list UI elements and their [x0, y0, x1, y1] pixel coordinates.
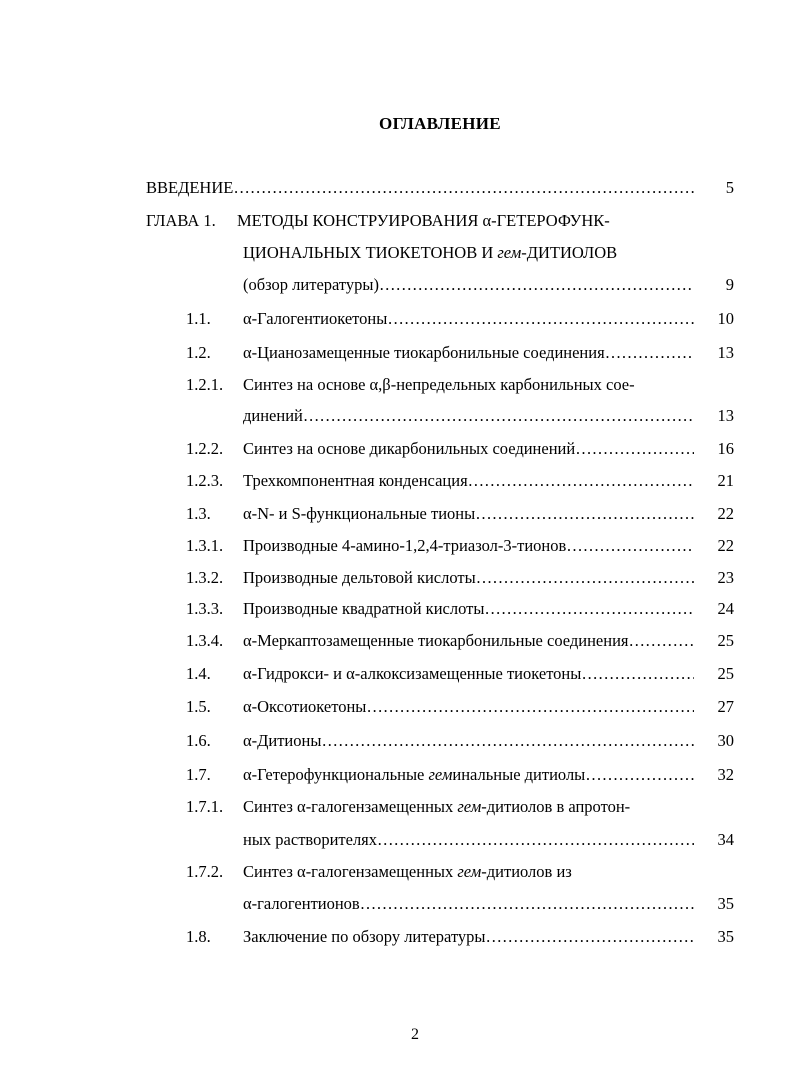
- toc-entry-page: 5: [725, 178, 734, 197]
- toc-entry-page: 10: [717, 309, 734, 328]
- toc-entry-number: 1.2.2.: [186, 439, 224, 458]
- toc-entry-page: 30: [717, 731, 734, 750]
- toc-entry-title: α-Меркаптозамещенные тиокарбонильные соединения ……………………………………………………………………………………………………………………………………: [243, 630, 694, 652]
- toc-entry-title: α-Галогентиокетоны ……………………………………………………………………………………………………………………………………: [243, 308, 694, 330]
- toc-entry-page: 23: [717, 568, 734, 587]
- dot-leader: [475, 503, 694, 525]
- toc-entry-number: 1.7.1.: [186, 797, 224, 816]
- dot-leader: [468, 470, 694, 492]
- dot-leader: [629, 630, 694, 652]
- toc-entry-number: 1.3.3.: [186, 599, 224, 618]
- toc-entry-page: 25: [717, 664, 734, 683]
- toc-entry-number: 1.8.: [186, 927, 211, 946]
- toc-entry-page: 34: [717, 830, 734, 849]
- toc-entry-title: Синтез на основе α,β-непредельных карбонильных сое-: [243, 375, 635, 394]
- toc-entry-title: Производные дельтовой кислоты ……………………………………………………………………………………………………………………………………: [243, 567, 694, 589]
- toc-entry-page: 32: [717, 765, 734, 784]
- toc-entry-title-line: ЦИОНАЛЬНЫХ ТИОКЕТОНОВ И гем-ДИТИОЛОВ: [243, 243, 618, 262]
- toc-entry-title-line: (обзор литературы) ……………………………………………………………………………………………………………………………………: [243, 274, 694, 296]
- toc-entry-number: 1.6.: [186, 731, 211, 750]
- toc-entry-title: Синтез на основе дикарбонильных соединений ……………………………………………………………………………………………………………………………………: [243, 438, 694, 460]
- toc-entry-page: 22: [717, 504, 734, 523]
- toc-entry-title: Производные 4-амино-1,2,4-триазол-3-тионов ……………………………………………………………………………………………………………………………………: [243, 535, 694, 557]
- toc-entry-page: 27: [717, 697, 734, 716]
- toc-entry-title: α-Оксотиокетоны ……………………………………………………………………………………………………………………………………: [243, 696, 694, 718]
- toc-entry-title: ВВЕДЕНИЕ ……………………………………………………………………………………………………………………………………: [146, 177, 694, 199]
- toc-entry-title: α-галогентионов ……………………………………………………………………………………………………………………………………: [243, 893, 694, 915]
- dot-leader: [575, 438, 694, 460]
- toc-entry-title: α-N- и S-функциональные тионы ……………………………………………………………………………………………………………………………………: [243, 503, 694, 525]
- dot-leader: [377, 829, 694, 851]
- toc-entry-title: динений ……………………………………………………………………………………………………………………………………: [243, 405, 694, 427]
- toc-entry-number: 1.3.: [186, 504, 211, 523]
- toc-entry-title: ных растворителях ……………………………………………………………………………………………………………………………………: [243, 829, 694, 851]
- toc-entry-title-line: МЕТОДЫ КОНСТРУИРОВАНИЯ α-ГЕТЕРОФУНК-: [237, 211, 610, 230]
- toc-entry-number: 1.2.1.: [186, 375, 224, 394]
- toc-entry-title: Трехкомпонентная конденсация ……………………………………………………………………………………………………………………………………: [243, 470, 694, 492]
- toc-entry-number: 1.2.3.: [186, 471, 224, 490]
- toc-entry-page: 13: [717, 406, 734, 425]
- dot-leader: [476, 567, 694, 589]
- dot-leader: [484, 598, 694, 620]
- toc-entry-page: 16: [717, 439, 734, 458]
- toc-entry-title: Производные квадратной кислоты ……………………………………………………………………………………………………………………………………: [243, 598, 694, 620]
- page-number: 2: [411, 1026, 419, 1043]
- toc-entry-number: 1.3.2.: [186, 568, 224, 587]
- toc-entry-title: α-Гидрокси- и α-алкоксизамещенные тиокетоны ……………………………………………………………………………………………………………………………………: [243, 663, 694, 685]
- dot-leader: [585, 764, 694, 786]
- toc-entry-number: 1.2.: [186, 343, 211, 362]
- toc-entry-title: Синтез α-галогензамещенных гем-дитиолов в апротон-: [243, 797, 631, 816]
- toc-entry-title: α-Дитионы ……………………………………………………………………………………………………………………………………: [243, 730, 694, 752]
- toc-entry-page: 24: [717, 599, 734, 618]
- dot-leader: [605, 342, 694, 364]
- toc-entry-number: ГЛАВА 1.: [146, 211, 216, 230]
- dot-leader: [321, 730, 694, 752]
- toc-entry-title: α-Гетерофункциональные геминальные дитиолы ……………………………………………………………………………………………………………………………………: [243, 764, 694, 786]
- toc-entry-number: 1.7.2.: [186, 862, 224, 881]
- dot-leader: [379, 274, 694, 296]
- dot-leader: [486, 926, 694, 948]
- toc-entry-title: Заключение по обзору литературы ……………………………………………………………………………………………………………………………………: [243, 926, 694, 948]
- toc-entry-title: Синтез α-галогензамещенных гем-дитиолов из: [243, 862, 572, 881]
- page-title: ОГЛАВЛЕНИЕ: [379, 114, 501, 133]
- toc-entry-page: 35: [717, 927, 734, 946]
- toc-entry-number: 1.3.1.: [186, 536, 224, 555]
- toc-entry-number: 1.3.4.: [186, 631, 224, 650]
- toc-entry-page: 25: [717, 631, 734, 650]
- toc-entry-page: 9: [725, 275, 734, 294]
- dot-leader: [366, 696, 694, 718]
- toc-entry-page: 13: [717, 343, 734, 362]
- toc-entry-number: 1.1.: [186, 309, 211, 328]
- dot-leader: [303, 405, 694, 427]
- toc-entry-title: α-Цианозамещенные тиокарбонильные соединения ……………………………………………………………………………………………………………………………………: [243, 342, 694, 364]
- toc-entry-page: 35: [717, 894, 734, 913]
- toc-entry-number: 1.7.: [186, 765, 211, 784]
- dot-leader: [233, 177, 694, 199]
- dot-leader: [566, 535, 694, 557]
- toc-entry-number: 1.5.: [186, 697, 211, 716]
- toc-entry-number: 1.4.: [186, 664, 211, 683]
- dot-leader: [360, 893, 694, 915]
- dot-leader: [581, 663, 694, 685]
- toc-entry-page: 21: [717, 471, 734, 490]
- toc-entry-page: 22: [717, 536, 734, 555]
- dot-leader: [387, 308, 694, 330]
